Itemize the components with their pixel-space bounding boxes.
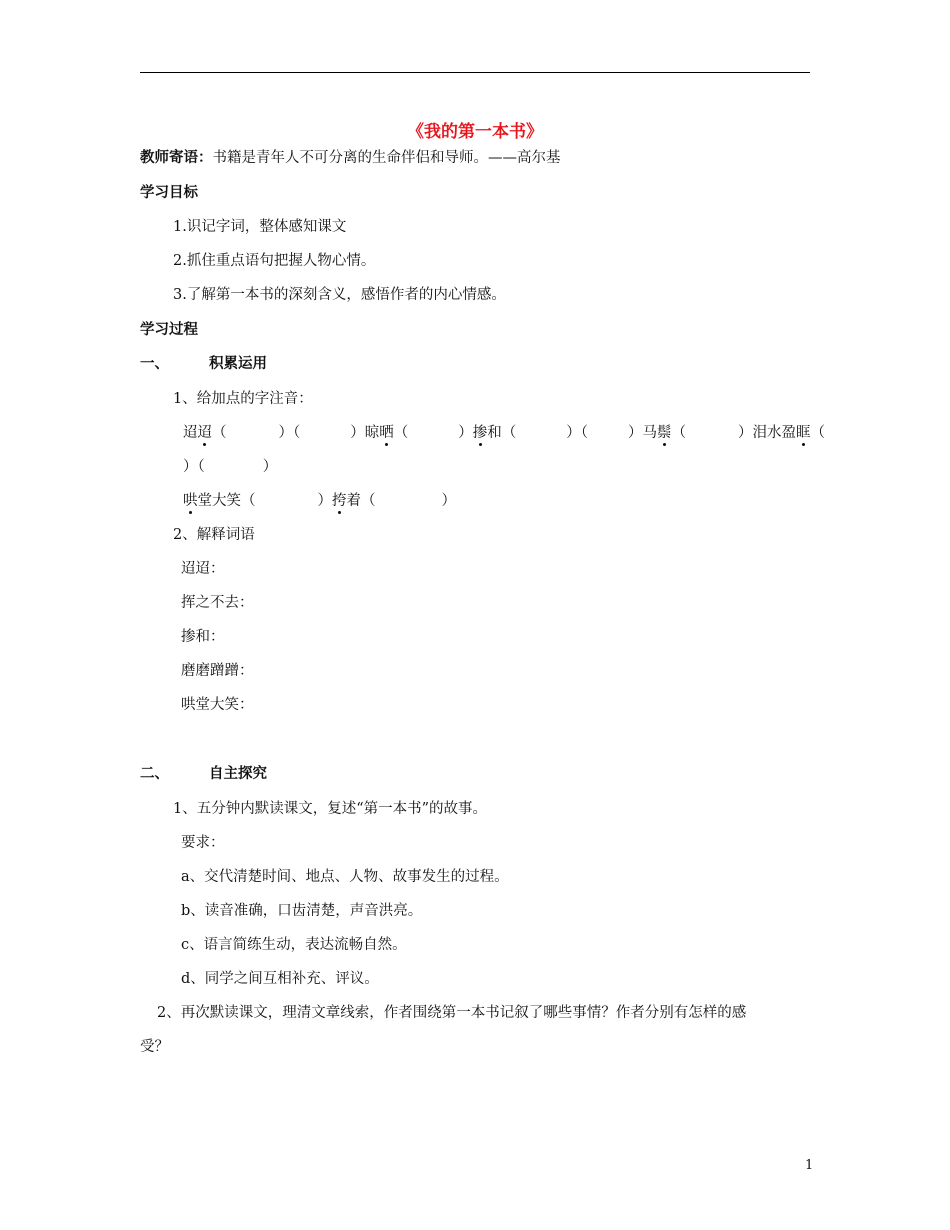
requirement-item: d、同学之间互相补充、评议。: [181, 971, 379, 987]
dotted-char: 挎: [332, 493, 347, 509]
question-1: 1、给加点的字注音：: [173, 391, 313, 407]
teacher-motto: [140, 148, 561, 168]
requirement-item: c、语言简练生动，表达流畅自然。: [181, 937, 407, 953]
dotted-char: 迢: [197, 425, 212, 441]
requirement-item: b、读音准确，口齿清楚，声音洪亮。: [181, 903, 423, 919]
pinyin-row-3: 哄堂大笑（ ）挎着（ ）: [183, 493, 456, 509]
question-2: 2、解释词语: [173, 527, 255, 543]
word-item: 掺和：: [181, 629, 225, 645]
dotted-char: 鬃: [657, 425, 672, 441]
goal-item: 3.了解第一本书的深刻含义，感悟作者的内心情感。: [173, 287, 506, 303]
header-rule: [140, 72, 810, 73]
dotted-char: 掺: [472, 425, 488, 441]
pinyin-row-1: 迢迢（ ）（ ）晾晒（ ）掺和（ ）（ ）马鬃（ ）泪水盈眶（: [183, 425, 825, 441]
goal-item: 1.识记字词，整体感知课文: [173, 219, 347, 235]
word-item: 哄堂大笑：: [181, 697, 254, 713]
section1-number: 一、: [140, 355, 169, 372]
dotted-char: 眶: [796, 425, 811, 441]
requirement-item: a、交代清楚时间、地点、人物、故事发生的过程。: [181, 869, 509, 885]
motto-text: 书籍是青年人不可分离的生命伴侣和导师。——高尔基: [212, 150, 561, 166]
question-2: 2、再次默读课文，理清文章线索，作者围绕第一本书记叙了哪些事情？作者分别有怎样的感: [157, 1005, 747, 1021]
section2-heading: [140, 764, 267, 784]
motto-label: 教师寄语：: [140, 149, 213, 166]
word-item: 磨磨蹭蹭：: [181, 663, 254, 679]
pinyin-row-2: ）（ ）: [183, 459, 278, 475]
goals-heading: 学习目标: [140, 184, 198, 201]
section2-number: 二、: [140, 765, 169, 782]
goal-item: 2.抓住重点语句把握人物心情。: [173, 253, 376, 269]
process-heading: 学习过程: [140, 321, 198, 338]
requirements-label: 要求：: [181, 835, 225, 851]
section1-heading: [140, 354, 267, 374]
dotted-char: 哄: [183, 493, 198, 509]
dotted-char: 晒: [379, 425, 394, 441]
section1-title: 积累运用: [209, 355, 267, 372]
question-2-continued: 受？: [140, 1039, 169, 1055]
page-number: 1: [805, 1158, 814, 1173]
word-item: 迢迢：: [181, 561, 225, 577]
document-title: 《我的第一本书》: [407, 122, 543, 142]
word-item: 挥之不去：: [181, 595, 254, 611]
section2-title: 自主探究: [209, 765, 267, 782]
question-1: 1、五分钟内默读课文，复述“第一本书”的故事。: [173, 801, 488, 817]
